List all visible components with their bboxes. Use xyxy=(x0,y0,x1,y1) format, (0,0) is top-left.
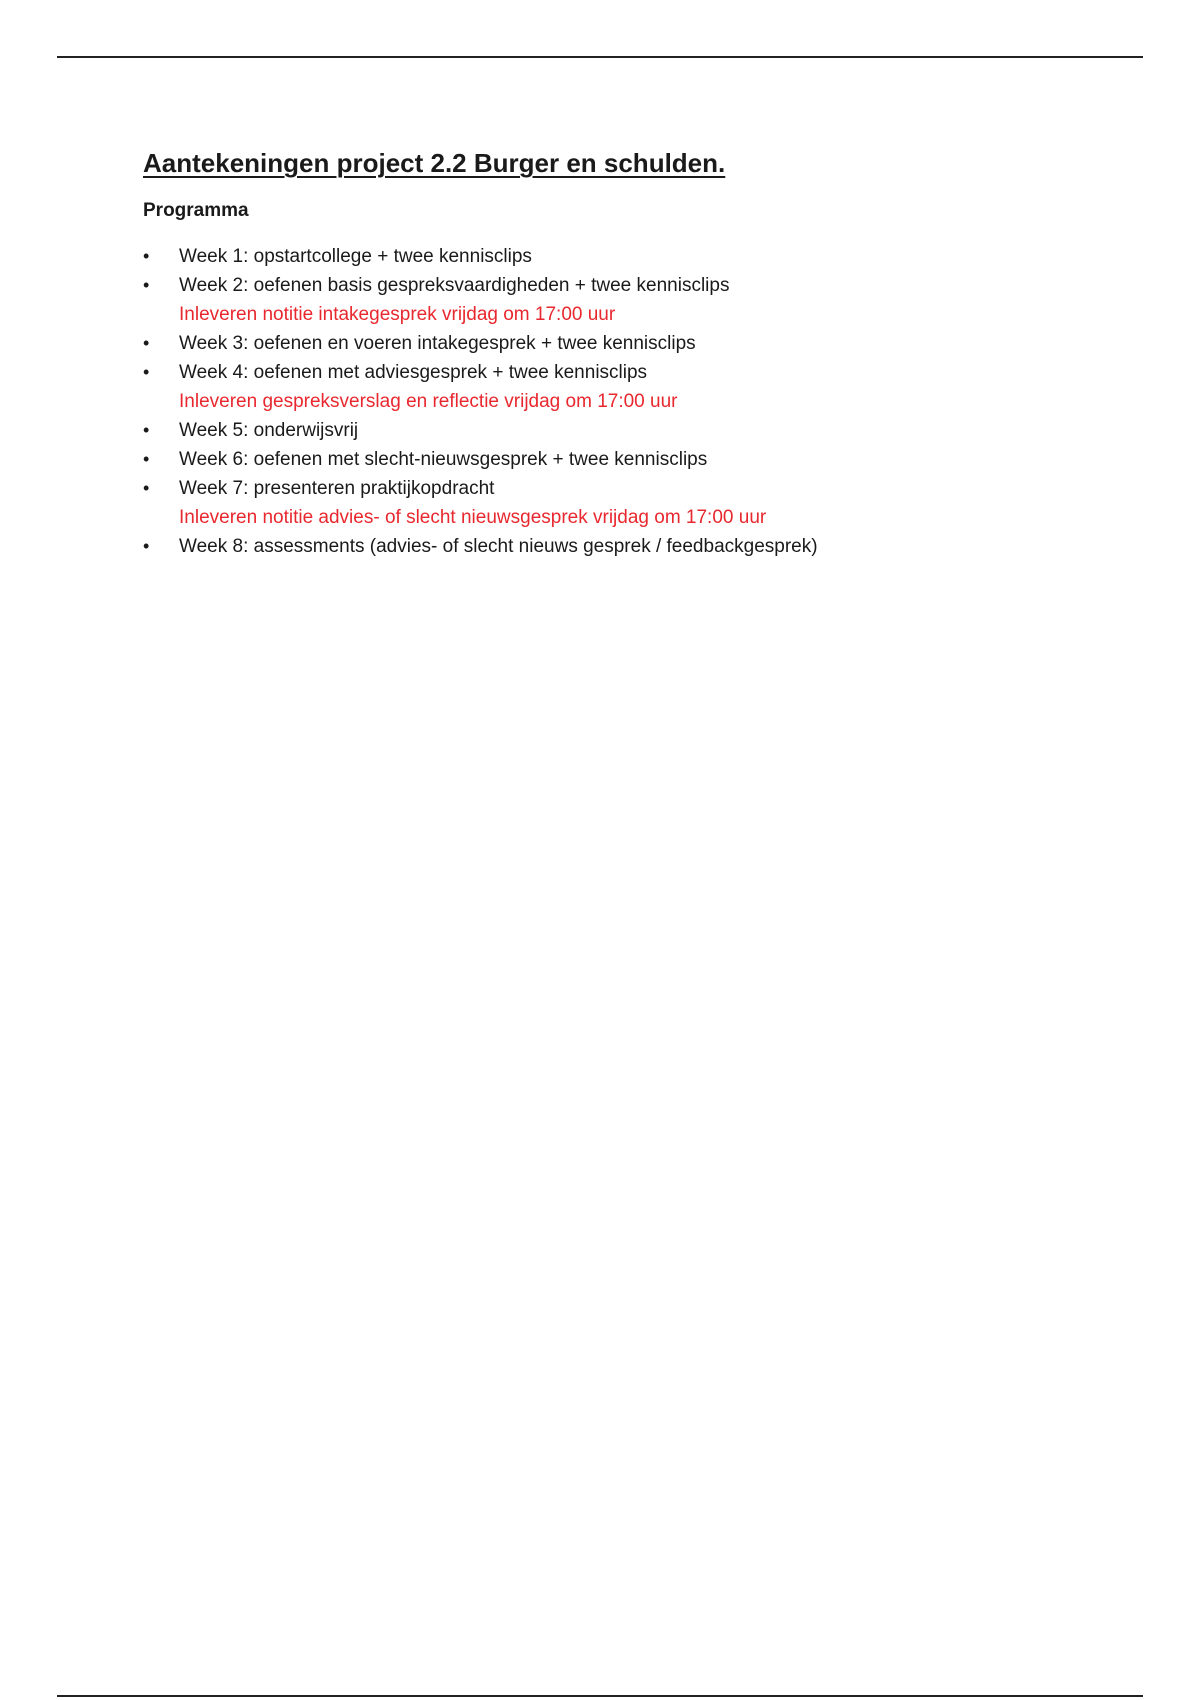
list-item xyxy=(143,532,1103,561)
week-text: Week 4: oefenen met adviesgesprek + twee kennisclips xyxy=(179,362,648,383)
list-item xyxy=(143,445,1103,474)
bullet-icon: • xyxy=(143,478,150,498)
deadline-note: Inleveren notitie intakegesprek vrijdag om 17:00 uur xyxy=(179,304,616,325)
bullet-icon: • xyxy=(143,536,150,556)
list-item xyxy=(143,271,1103,329)
week-text: Week 3: oefenen en voeren intakegesprek + twee kennisclips xyxy=(179,333,696,354)
deadline-note: Inleveren notitie advies- of slecht nieuwsgesprek vrijdag om 17:00 uur xyxy=(179,507,767,528)
list-item xyxy=(143,242,1103,271)
document-body xyxy=(143,146,1103,561)
program-list xyxy=(143,242,1103,561)
bullet-icon: • xyxy=(143,246,150,266)
week-text: Week 2: oefenen basis gespreksvaardigheden + twee kennisclips xyxy=(179,275,730,296)
deadline-note: Inleveren gespreksverslag en reflectie vrijdag om 17:00 uur xyxy=(179,391,678,412)
bullet-icon: • xyxy=(143,420,150,440)
bullet-icon: • xyxy=(143,333,150,353)
list-item xyxy=(143,329,1103,358)
bullet-icon: • xyxy=(143,362,150,382)
list-item xyxy=(143,358,1103,416)
list-item xyxy=(143,416,1103,445)
week-text: Week 7: presenteren praktijkopdracht xyxy=(179,478,495,499)
week-text: Week 8: assessments (advies- of slecht nieuws gesprek / feedbackgesprek) xyxy=(179,536,818,557)
footer-rule xyxy=(57,1695,1143,1697)
document-title: Aantekeningen project 2.2 Burger en schulden. xyxy=(143,148,726,178)
header-rule xyxy=(57,56,1143,58)
list-item xyxy=(143,474,1103,532)
section-heading-programma: Programma xyxy=(143,200,249,221)
week-text: Week 1: opstartcollege + twee kennisclips xyxy=(179,246,532,267)
week-text: Week 6: oefenen met slecht-nieuwsgesprek + twee kennisclips xyxy=(179,449,708,470)
bullet-icon: • xyxy=(143,275,150,295)
week-text: Week 5: onderwijsvrij xyxy=(179,420,359,441)
bullet-icon: • xyxy=(143,449,150,469)
